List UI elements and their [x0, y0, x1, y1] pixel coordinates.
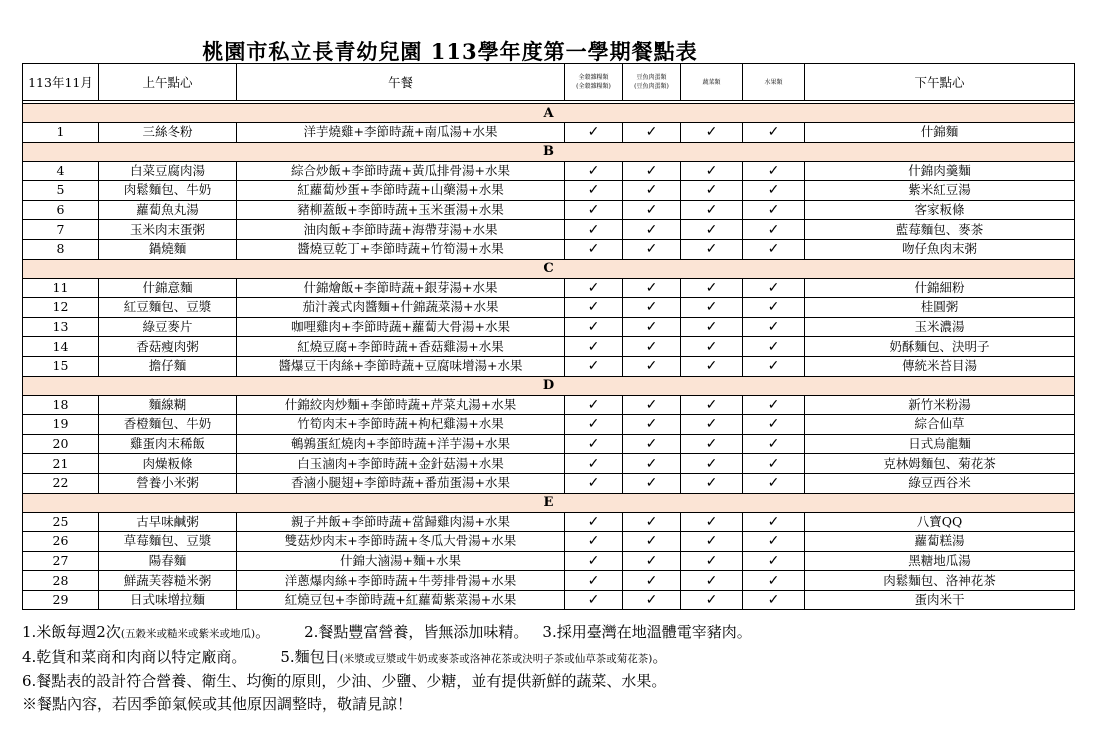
afternoon-snack-cell: 什錦細粉: [805, 278, 1075, 298]
check-vegetables-icon: ✓: [681, 356, 743, 376]
morning-snack-cell: 肉鬆麵包、牛奶: [99, 181, 237, 201]
lunch-cell: 紅蘿蔔炒蛋+李節時蔬+山藥湯+水果: [237, 181, 565, 201]
note-2: 2.餐點豐富營養，皆無添加味精。: [304, 623, 529, 641]
table-row: [23, 415, 1075, 435]
morning-snack-cell: 鮮蔬芙蓉糙米粥: [99, 571, 237, 591]
day-cell: 6: [23, 200, 99, 220]
check-grains-icon: ✓: [565, 551, 623, 571]
check-grains-icon: ✓: [565, 434, 623, 454]
check-protein-icon: ✓: [623, 551, 681, 571]
check-protein-icon: ✓: [623, 181, 681, 201]
day-cell: 21: [23, 454, 99, 474]
table-row: [23, 571, 1075, 591]
check-vegetables-icon: ✓: [681, 590, 743, 610]
afternoon-snack-cell: 蛋肉米干: [805, 590, 1075, 610]
lunch-cell: 親子丼飯+李節時蔬+當歸雞肉湯+水果: [237, 512, 565, 532]
check-protein-icon: ✓: [623, 161, 681, 181]
check-protein-icon: ✓: [623, 512, 681, 532]
check-fruits-icon: ✓: [743, 473, 805, 493]
check-vegetables-icon: ✓: [681, 298, 743, 318]
section-label: C: [23, 259, 1075, 278]
check-protein-icon: ✓: [623, 454, 681, 474]
check-protein-icon: ✓: [623, 298, 681, 318]
note-5-detail: (米漿或豆漿或牛奶或麥茶或洛神花茶或決明子茶或仙草茶或菊花茶): [339, 652, 653, 665]
check-grains-icon: ✓: [565, 337, 623, 357]
lunch-cell: 咖哩雞肉+李節時蔬+蘿蔔大骨湯+水果: [237, 317, 565, 337]
check-vegetables-icon: ✓: [681, 161, 743, 181]
lunch-cell: 白玉滷肉+李節時蔬+金針菇湯+水果: [237, 454, 565, 474]
table-row: [23, 454, 1075, 474]
note-7: ※餐點內容，若因季節氣候或其他原因調整時，敬請見諒！: [22, 694, 413, 713]
check-fruits-icon: ✓: [743, 415, 805, 435]
afternoon-snack-cell: 綠豆西谷米: [805, 473, 1075, 493]
section-row: [23, 493, 1075, 512]
check-fruits-icon: ✓: [743, 161, 805, 181]
check-grains-icon: ✓: [565, 278, 623, 298]
check-fruits-icon: ✓: [743, 220, 805, 240]
check-fruits-icon: ✓: [743, 317, 805, 337]
check-grains-icon: ✓: [565, 571, 623, 591]
check-fruits-icon: ✓: [743, 200, 805, 220]
header-protein: 豆魚肉蛋類 (豆魚肉蛋類): [623, 64, 681, 101]
check-fruits-icon: ✓: [743, 571, 805, 591]
note-1: 1.米飯每週2次: [22, 623, 121, 641]
morning-snack-cell: 三絲冬粉: [99, 123, 237, 143]
check-vegetables-icon: ✓: [681, 337, 743, 357]
day-cell: 29: [23, 590, 99, 610]
check-vegetables-icon: ✓: [681, 317, 743, 337]
check-fruits-icon: ✓: [743, 590, 805, 610]
notes-line-2: 4.乾貨和菜商和肉商以特定廠商。 5.麵包日(米漿或豆漿或牛奶或麥茶或洛神花茶或決明子茶或仙草茶或菊花茶)。: [22, 647, 668, 666]
check-vegetables-icon: ✓: [681, 181, 743, 201]
day-cell: 20: [23, 434, 99, 454]
check-vegetables-icon: ✓: [681, 239, 743, 259]
table-row: [23, 220, 1075, 240]
check-grains-icon: ✓: [565, 512, 623, 532]
section-row: [23, 142, 1075, 161]
check-fruits-icon: ✓: [743, 532, 805, 552]
afternoon-snack-cell: 客家粄條: [805, 200, 1075, 220]
day-cell: 28: [23, 571, 99, 591]
lunch-cell: 茄汁義式肉醬麵+什錦蔬菜湯+水果: [237, 298, 565, 318]
check-fruits-icon: ✓: [743, 181, 805, 201]
check-protein-icon: ✓: [623, 278, 681, 298]
check-protein-icon: ✓: [623, 415, 681, 435]
check-protein-icon: ✓: [623, 473, 681, 493]
morning-snack-cell: 紅豆麵包、豆漿: [99, 298, 237, 318]
check-vegetables-icon: ✓: [681, 220, 743, 240]
lunch-cell: 什錦燴飯+李節時蔬+銀芽湯+水果: [237, 278, 565, 298]
table-row: [23, 356, 1075, 376]
note-3: 3.採用臺灣在地溫體電宰豬肉。: [542, 623, 752, 641]
section-row: [23, 104, 1075, 123]
afternoon-snack-cell: 奶酥麵包、決明子: [805, 337, 1075, 357]
afternoon-snack-cell: 八寶QQ: [805, 512, 1075, 532]
day-cell: 11: [23, 278, 99, 298]
lunch-cell: 油肉飯+李節時蔬+海帶芽湯+水果: [237, 220, 565, 240]
day-cell: 4: [23, 161, 99, 181]
check-grains-icon: ✓: [565, 532, 623, 552]
lunch-cell: 鵪鶉蛋紅燒肉+李節時蔬+洋芋湯+水果: [237, 434, 565, 454]
day-cell: 15: [23, 356, 99, 376]
note-4: 4.乾貨和菜商和肉商以特定廠商。: [22, 647, 247, 666]
lunch-cell: 香滷小腿翅+李節時蔬+番茄蛋湯+水果: [237, 473, 565, 493]
afternoon-snack-cell: 吻仔魚肉末粥: [805, 239, 1075, 259]
afternoon-snack-cell: 綜合仙草: [805, 415, 1075, 435]
check-protein-icon: ✓: [623, 337, 681, 357]
day-cell: 14: [23, 337, 99, 357]
section-label: D: [23, 376, 1075, 395]
check-grains-icon: ✓: [565, 590, 623, 610]
day-cell: 8: [23, 239, 99, 259]
morning-snack-cell: 綠豆麥片: [99, 317, 237, 337]
afternoon-snack-cell: 日式烏龍麵: [805, 434, 1075, 454]
header-date: 113年11月: [23, 64, 99, 101]
afternoon-snack-cell: 什錦麵: [805, 123, 1075, 143]
morning-snack-cell: 日式味增拉麵: [99, 590, 237, 610]
day-cell: 12: [23, 298, 99, 318]
lunch-cell: 雙菇炒肉末+李節時蔬+冬瓜大骨湯+水果: [237, 532, 565, 552]
morning-snack-cell: 雞蛋肉末稀飯: [99, 434, 237, 454]
check-fruits-icon: ✓: [743, 395, 805, 415]
check-fruits-icon: ✓: [743, 278, 805, 298]
check-grains-icon: ✓: [565, 239, 623, 259]
check-grains-icon: ✓: [565, 415, 623, 435]
header-row: [23, 64, 1075, 101]
notes-line-1: 1.米飯每週2次(五穀米或糙米或紫米或地瓜)。 2.餐點豐富營養，皆無添加味精。 3.採用臺灣在地溫體電宰豬肉。: [22, 623, 752, 641]
table-row: [23, 181, 1075, 201]
check-fruits-icon: ✓: [743, 337, 805, 357]
check-fruits-icon: ✓: [743, 356, 805, 376]
check-grains-icon: ✓: [565, 161, 623, 181]
header-lunch: 午餐: [237, 64, 565, 101]
table-row: [23, 551, 1075, 571]
section-label: A: [23, 104, 1075, 123]
table-row: [23, 395, 1075, 415]
table-row: [23, 512, 1075, 532]
check-protein-icon: ✓: [623, 239, 681, 259]
check-protein-icon: ✓: [623, 532, 681, 552]
morning-snack-cell: 玉米肉末蛋粥: [99, 220, 237, 240]
morning-snack-cell: 香橙麵包、牛奶: [99, 415, 237, 435]
lunch-cell: 紅燒豆腐+李節時蔬+香菇雞湯+水果: [237, 337, 565, 357]
notes: [22, 621, 1082, 715]
check-vegetables-icon: ✓: [681, 512, 743, 532]
afternoon-snack-cell: 新竹米粉湯: [805, 395, 1075, 415]
day-cell: 7: [23, 220, 99, 240]
table-row: [23, 239, 1075, 259]
check-grains-icon: ✓: [565, 356, 623, 376]
lunch-cell: 醬爆豆干肉絲+李節時蔬+豆腐味增湯+水果: [237, 356, 565, 376]
check-grains-icon: ✓: [565, 395, 623, 415]
morning-snack-cell: 營養小米粥: [99, 473, 237, 493]
check-fruits-icon: ✓: [743, 551, 805, 571]
check-grains-icon: ✓: [565, 473, 623, 493]
meal-table-body: [23, 101, 1075, 610]
check-protein-icon: ✓: [623, 395, 681, 415]
check-protein-icon: ✓: [623, 356, 681, 376]
lunch-cell: 竹筍肉末+李節時蔬+枸杞雞湯+水果: [237, 415, 565, 435]
note-6: 6.餐點表的設計符合營養、衛生、均衡的原則，少油、少鹽、少糖，並有提供新鮮的蔬菜、水果。: [22, 672, 667, 690]
morning-snack-cell: 陽春麵: [99, 551, 237, 571]
check-protein-icon: ✓: [623, 434, 681, 454]
check-grains-icon: ✓: [565, 317, 623, 337]
check-grains-icon: ✓: [565, 220, 623, 240]
table-row: [23, 123, 1075, 143]
afternoon-snack-cell: 玉米濃湯: [805, 317, 1075, 337]
morning-snack-cell: 蘿蔔魚丸湯: [99, 200, 237, 220]
note-5: 5.麵包日: [280, 647, 340, 666]
table-row: [23, 200, 1075, 220]
day-cell: 26: [23, 532, 99, 552]
check-vegetables-icon: ✓: [681, 434, 743, 454]
check-vegetables-icon: ✓: [681, 551, 743, 571]
table-row: [23, 161, 1075, 181]
afternoon-snack-cell: 肉鬆麵包、洛神花茶: [805, 571, 1075, 591]
afternoon-snack-cell: 紫米紅豆湯: [805, 181, 1075, 201]
day-cell: 18: [23, 395, 99, 415]
check-fruits-icon: ✓: [743, 512, 805, 532]
check-vegetables-icon: ✓: [681, 278, 743, 298]
check-protein-icon: ✓: [623, 123, 681, 143]
check-vegetables-icon: ✓: [681, 123, 743, 143]
morning-snack-cell: 肉燥粄條: [99, 454, 237, 474]
lunch-cell: 什錦絞肉炒麵+李節時蔬+芹菜丸湯+水果: [237, 395, 565, 415]
table-row: [23, 473, 1075, 493]
check-fruits-icon: ✓: [743, 239, 805, 259]
day-cell: 25: [23, 512, 99, 532]
day-cell: 1: [23, 123, 99, 143]
section-row: [23, 376, 1075, 395]
check-vegetables-icon: ✓: [681, 415, 743, 435]
table-row: [23, 590, 1075, 610]
note-1-detail: (五穀米或糙米或紫米或地瓜): [120, 628, 256, 640]
table-row: [23, 298, 1075, 318]
day-cell: 27: [23, 551, 99, 571]
afternoon-snack-cell: 什錦肉羹麵: [805, 161, 1075, 181]
morning-snack-cell: 白菜豆腐肉湯: [99, 161, 237, 181]
check-grains-icon: ✓: [565, 200, 623, 220]
morning-snack-cell: 擔仔麵: [99, 356, 237, 376]
day-cell: 22: [23, 473, 99, 493]
morning-snack-cell: 麵線糊: [99, 395, 237, 415]
check-protein-icon: ✓: [623, 590, 681, 610]
header-vegetables: 蔬菜類: [681, 64, 743, 101]
section-label: E: [23, 493, 1075, 512]
afternoon-snack-cell: 桂圓粥: [805, 298, 1075, 318]
morning-snack-cell: 古早味鹹粥: [99, 512, 237, 532]
check-vegetables-icon: ✓: [681, 571, 743, 591]
page-title: 桃園市私立長青幼兒園 113學年度第一學期餐點表: [202, 39, 698, 64]
lunch-cell: 洋芋燒雞+李節時蔬+南瓜湯+水果: [237, 123, 565, 143]
check-fruits-icon: ✓: [743, 123, 805, 143]
lunch-cell: 豬柳蓋飯+李節時蔬+玉米蛋湯+水果: [237, 200, 565, 220]
morning-snack-cell: 鍋燒麵: [99, 239, 237, 259]
lunch-cell: 綜合炒飯+李節時蔬+黃瓜排骨湯+水果: [237, 161, 565, 181]
check-vegetables-icon: ✓: [681, 473, 743, 493]
lunch-cell: 洋蔥爆肉絲+李節時蔬+牛蒡排骨湯+水果: [237, 571, 565, 591]
table-row: [23, 317, 1075, 337]
check-grains-icon: ✓: [565, 123, 623, 143]
table-row: [23, 337, 1075, 357]
afternoon-snack-cell: 黑糖地瓜湯: [805, 551, 1075, 571]
check-fruits-icon: ✓: [743, 434, 805, 454]
check-vegetables-icon: ✓: [681, 454, 743, 474]
check-vegetables-icon: ✓: [681, 395, 743, 415]
lunch-cell: 什錦大滷湯+麵+水果: [237, 551, 565, 571]
morning-snack-cell: 什錦意麵: [99, 278, 237, 298]
table-row: [23, 278, 1075, 298]
afternoon-snack-cell: 藍莓麵包、麥茶: [805, 220, 1075, 240]
check-protein-icon: ✓: [623, 200, 681, 220]
table-row: [23, 532, 1075, 552]
check-fruits-icon: ✓: [743, 298, 805, 318]
check-fruits-icon: ✓: [743, 454, 805, 474]
header-grains: 全穀雜糧類 (全穀雜糧類): [565, 64, 623, 101]
afternoon-snack-cell: 傳統米苔目湯: [805, 356, 1075, 376]
morning-snack-cell: 香菇瘦肉粥: [99, 337, 237, 357]
day-cell: 5: [23, 181, 99, 201]
afternoon-snack-cell: 克林姆麵包、菊花茶: [805, 454, 1075, 474]
header-morning-snack: 上午點心: [99, 64, 237, 101]
header-fruits: 水果類: [743, 64, 805, 101]
check-protein-icon: ✓: [623, 220, 681, 240]
check-grains-icon: ✓: [565, 298, 623, 318]
section-label: B: [23, 142, 1075, 161]
afternoon-snack-cell: 蘿蔔糕湯: [805, 532, 1075, 552]
check-vegetables-icon: ✓: [681, 200, 743, 220]
section-row: [23, 259, 1075, 278]
check-protein-icon: ✓: [623, 571, 681, 591]
check-grains-icon: ✓: [565, 181, 623, 201]
check-grains-icon: ✓: [565, 454, 623, 474]
check-vegetables-icon: ✓: [681, 532, 743, 552]
table-row: [23, 434, 1075, 454]
check-protein-icon: ✓: [623, 317, 681, 337]
day-cell: 13: [23, 317, 99, 337]
meal-table: [22, 63, 1075, 610]
day-cell: 19: [23, 415, 99, 435]
morning-snack-cell: 草莓麵包、豆漿: [99, 532, 237, 552]
lunch-cell: 醬燒豆乾丁+李節時蔬+竹筍湯+水果: [237, 239, 565, 259]
lunch-cell: 紅燒豆包+李節時蔬+紅蘿蔔紫菜湯+水果: [237, 590, 565, 610]
header-afternoon-snack: 下午點心: [805, 64, 1075, 101]
